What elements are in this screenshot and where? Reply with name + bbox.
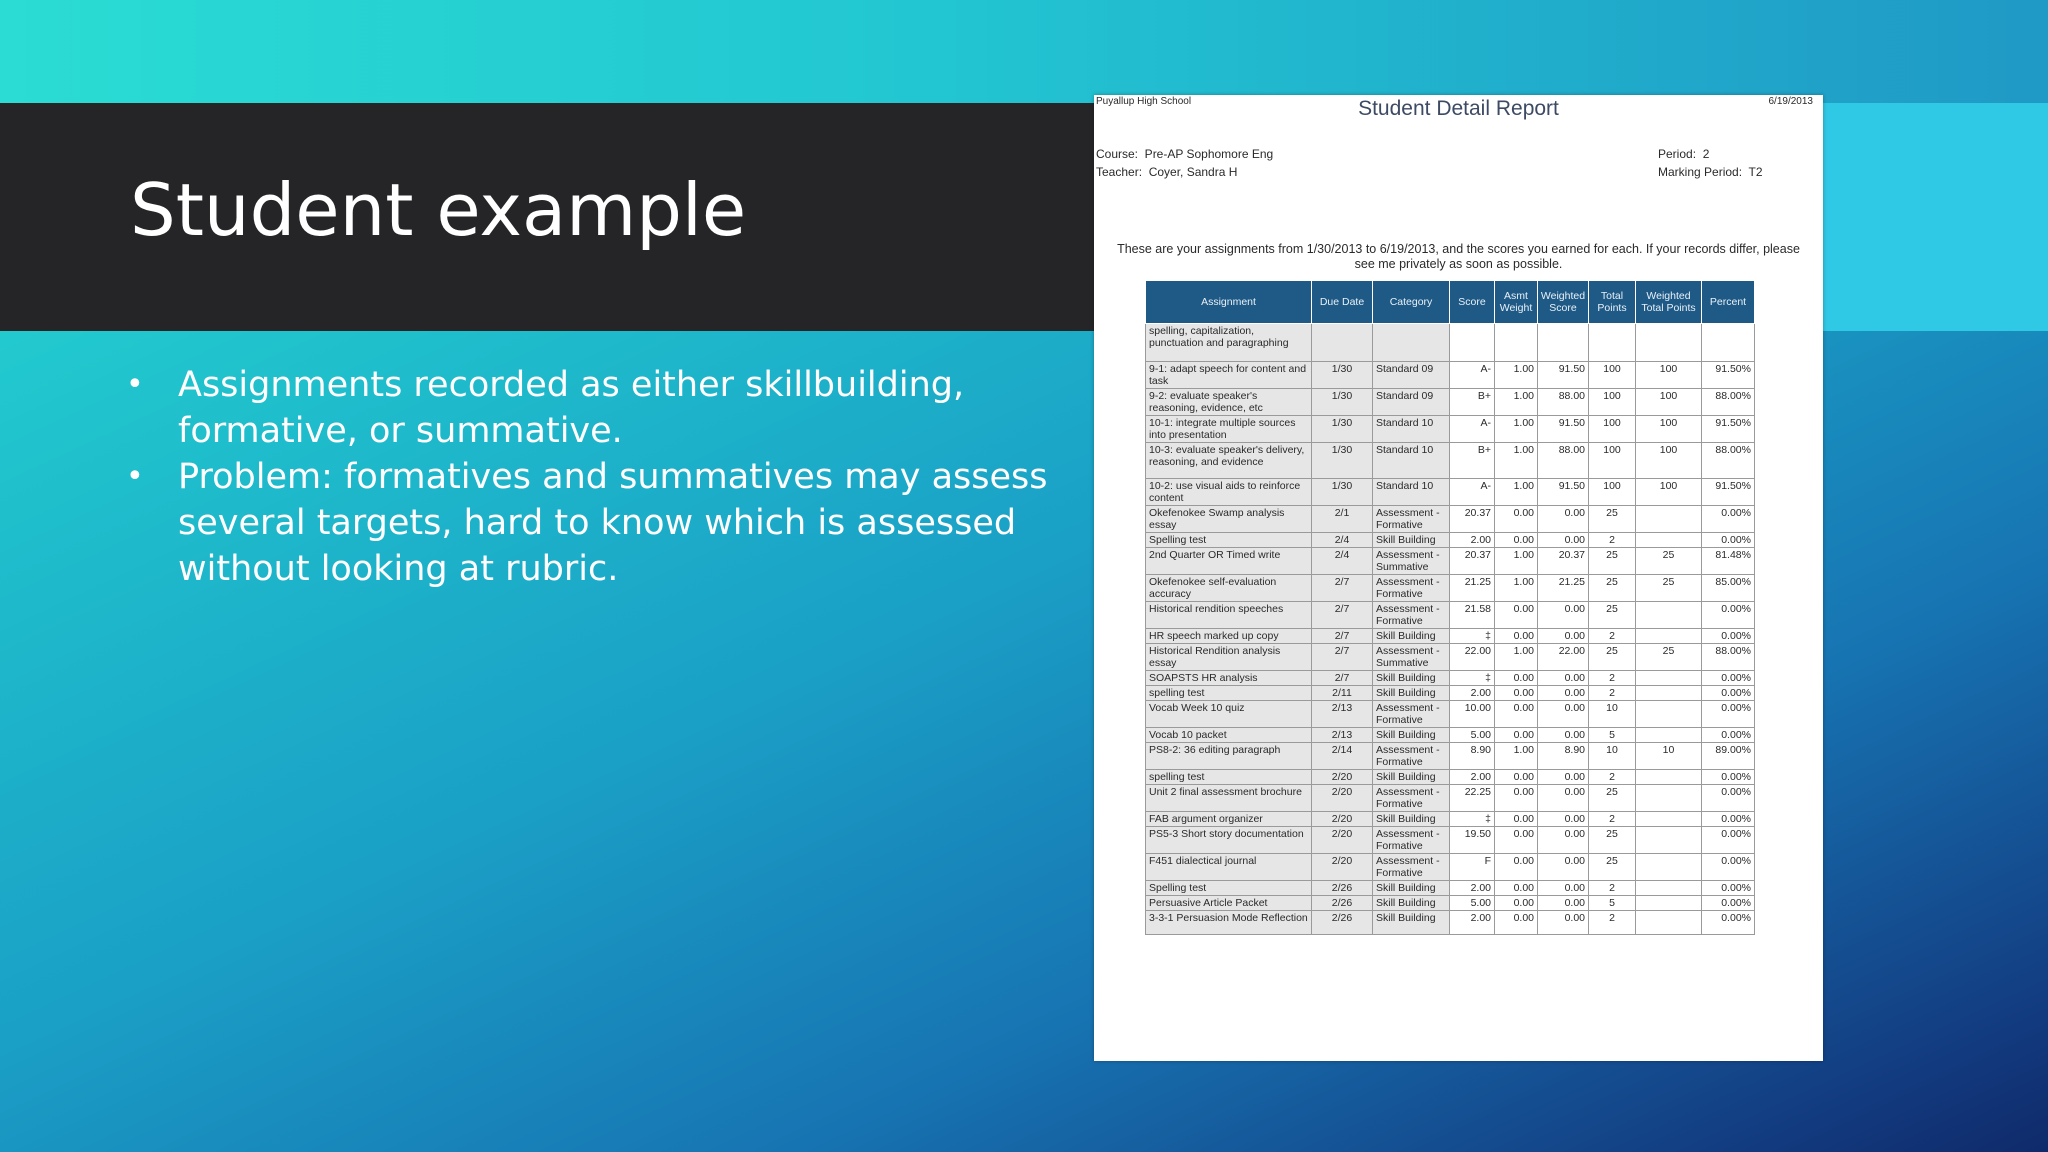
table-cell: 0.00% <box>1702 896 1755 911</box>
table-cell: 91.50 <box>1538 479 1589 506</box>
table-cell: 2 <box>1589 881 1636 896</box>
table-cell: 0.00 <box>1538 827 1589 854</box>
table-cell: 2 <box>1589 686 1636 701</box>
table-row <box>1146 728 1755 743</box>
table-cell: 0.00 <box>1495 602 1538 629</box>
table-cell: 100 <box>1589 443 1636 479</box>
table-cell: 0.00 <box>1495 506 1538 533</box>
table-row <box>1146 629 1755 644</box>
table-cell: 1.00 <box>1495 362 1538 389</box>
column-header: Score <box>1450 281 1495 324</box>
table-cell: 10 <box>1589 701 1636 728</box>
table-cell: 22.25 <box>1450 785 1495 812</box>
table-cell <box>1538 324 1589 362</box>
table-cell: 100 <box>1636 479 1702 506</box>
student-detail-report-image <box>1094 95 1823 1061</box>
table-cell <box>1636 911 1702 935</box>
table-row <box>1146 770 1755 785</box>
table-cell: 89.00% <box>1702 743 1755 770</box>
table-cell: 0.00 <box>1495 812 1538 827</box>
table-cell: A- <box>1450 362 1495 389</box>
table-row <box>1146 506 1755 533</box>
bullet-item <box>126 362 1056 454</box>
table-cell: A- <box>1450 416 1495 443</box>
table-cell: 0.00 <box>1538 686 1589 701</box>
table-cell: Assessment - Formative <box>1373 785 1450 812</box>
top-strip <box>0 0 2048 103</box>
table-row <box>1146 362 1755 389</box>
table-cell: 20.37 <box>1450 548 1495 575</box>
table-cell: 25 <box>1589 785 1636 812</box>
table-cell: 0.00% <box>1702 533 1755 548</box>
table-row <box>1146 701 1755 728</box>
assignments-table <box>1145 280 1755 935</box>
table-cell: 91.50 <box>1538 416 1589 443</box>
table-cell: 0.00 <box>1538 854 1589 881</box>
table-cell: 0.00% <box>1702 854 1755 881</box>
table-cell: FAB argument organizer <box>1146 812 1312 827</box>
table-cell: 25 <box>1636 644 1702 671</box>
table-row <box>1146 479 1755 506</box>
table-cell: 2.00 <box>1450 533 1495 548</box>
table-cell: 0.00 <box>1495 701 1538 728</box>
table-cell: ‡ <box>1450 671 1495 686</box>
table-cell: Skill Building <box>1373 671 1450 686</box>
table-row <box>1146 827 1755 854</box>
table-cell: Skill Building <box>1373 629 1450 644</box>
table-cell: 88.00 <box>1538 443 1589 479</box>
table-cell: 1.00 <box>1495 548 1538 575</box>
table-cell: 0.00 <box>1538 629 1589 644</box>
table-cell: 2/11 <box>1312 686 1373 701</box>
column-header: Percent <box>1702 281 1755 324</box>
table-row <box>1146 416 1755 443</box>
table-cell: 100 <box>1636 362 1702 389</box>
table-cell: 2/20 <box>1312 854 1373 881</box>
table-cell <box>1636 854 1702 881</box>
table-row <box>1146 443 1755 479</box>
table-cell: 5.00 <box>1450 728 1495 743</box>
column-header: Weighted Total Points <box>1636 281 1702 324</box>
table-cell <box>1312 324 1373 362</box>
table-cell: Skill Building <box>1373 728 1450 743</box>
bullet-dot-icon: • <box>126 459 144 494</box>
table-cell <box>1636 827 1702 854</box>
table-cell: Assessment - Formative <box>1373 506 1450 533</box>
table-cell: 0.00 <box>1495 854 1538 881</box>
table-cell: 0.00% <box>1702 911 1755 935</box>
table-cell: 25 <box>1589 575 1636 602</box>
table-cell: 1.00 <box>1495 479 1538 506</box>
table-cell: 10.00 <box>1450 701 1495 728</box>
table-cell: 20.37 <box>1538 548 1589 575</box>
table-cell: Assessment - Formative <box>1373 854 1450 881</box>
table-cell: Assessment - Summative <box>1373 644 1450 671</box>
table-cell: 10 <box>1589 743 1636 770</box>
table-cell: 2.00 <box>1450 770 1495 785</box>
table-cell: 0.00 <box>1538 602 1589 629</box>
table-cell: 5.00 <box>1450 896 1495 911</box>
table-cell: 100 <box>1636 389 1702 416</box>
table-row <box>1146 324 1755 362</box>
table-cell: 2/20 <box>1312 827 1373 854</box>
table-cell: 1.00 <box>1495 389 1538 416</box>
table-cell: 2/26 <box>1312 881 1373 896</box>
table-header-row <box>1146 281 1755 324</box>
table-cell: 100 <box>1589 389 1636 416</box>
table-cell: 2 <box>1589 812 1636 827</box>
table-row <box>1146 533 1755 548</box>
table-cell: 2/7 <box>1312 602 1373 629</box>
table-cell: 2/20 <box>1312 785 1373 812</box>
table-cell <box>1636 770 1702 785</box>
table-row <box>1146 854 1755 881</box>
table-cell: 88.00 <box>1538 389 1589 416</box>
table-row <box>1146 644 1755 671</box>
table-cell: 88.00% <box>1702 443 1755 479</box>
table-cell <box>1636 881 1702 896</box>
table-cell: B+ <box>1450 389 1495 416</box>
table-row <box>1146 575 1755 602</box>
table-cell <box>1636 896 1702 911</box>
table-cell: 22.00 <box>1538 644 1589 671</box>
table-cell: 0.00 <box>1538 785 1589 812</box>
table-cell: 91.50% <box>1702 416 1755 443</box>
table-row <box>1146 785 1755 812</box>
table-cell: 81.48% <box>1702 548 1755 575</box>
table-cell: spelling test <box>1146 770 1312 785</box>
table-cell: 88.00% <box>1702 389 1755 416</box>
table-cell: 8.90 <box>1450 743 1495 770</box>
table-cell: 10-1: integrate multiple sources into presentation <box>1146 416 1312 443</box>
report-marking-period: Marking Period: T2 <box>1658 165 1763 179</box>
table-cell: 2/7 <box>1312 629 1373 644</box>
table-cell: PS5-3 Short story documentation <box>1146 827 1312 854</box>
table-cell: 2/1 <box>1312 506 1373 533</box>
table-cell: 0.00% <box>1702 686 1755 701</box>
table-cell: Vocab 10 packet <box>1146 728 1312 743</box>
table-cell: 1.00 <box>1495 416 1538 443</box>
table-cell: 0.00% <box>1702 728 1755 743</box>
table-cell: 5 <box>1589 896 1636 911</box>
table-cell: spelling test <box>1146 686 1312 701</box>
table-cell: 9-1: adapt speech for content and task <box>1146 362 1312 389</box>
table-cell <box>1636 701 1702 728</box>
table-cell: 1.00 <box>1495 575 1538 602</box>
table-row <box>1146 602 1755 629</box>
table-cell: 0.00 <box>1538 728 1589 743</box>
table-cell <box>1636 324 1702 362</box>
table-cell: 2/26 <box>1312 896 1373 911</box>
table-cell <box>1636 728 1702 743</box>
table-cell: 8.90 <box>1538 743 1589 770</box>
table-cell: 0.00 <box>1538 671 1589 686</box>
table-cell: ‡ <box>1450 812 1495 827</box>
table-cell: 22.00 <box>1450 644 1495 671</box>
table-cell: 2 <box>1589 911 1636 935</box>
table-cell: 0.00% <box>1702 671 1755 686</box>
table-cell: Unit 2 final assessment brochure <box>1146 785 1312 812</box>
column-header: Total Points <box>1589 281 1636 324</box>
table-cell: 0.00 <box>1538 770 1589 785</box>
table-cell: 2 <box>1589 629 1636 644</box>
table-cell: 10-2: use visual aids to reinforce content <box>1146 479 1312 506</box>
table-cell: Okefenokee Swamp analysis essay <box>1146 506 1312 533</box>
table-cell: 1/30 <box>1312 443 1373 479</box>
table-cell: 21.58 <box>1450 602 1495 629</box>
table-cell: A- <box>1450 479 1495 506</box>
table-cell: 3-3-1 Persuasion Mode Reflection <box>1146 911 1312 935</box>
table-cell <box>1495 324 1538 362</box>
table-cell: 1/30 <box>1312 479 1373 506</box>
table-cell: Skill Building <box>1373 896 1450 911</box>
table-cell: 100 <box>1636 443 1702 479</box>
table-cell <box>1589 324 1636 362</box>
table-cell: F451 dialectical journal <box>1146 854 1312 881</box>
column-header: Weighted Score <box>1538 281 1589 324</box>
table-cell: 25 <box>1589 602 1636 629</box>
table-cell: Spelling test <box>1146 881 1312 896</box>
table-cell: 0.00 <box>1495 770 1538 785</box>
table-cell: 2 <box>1589 533 1636 548</box>
table-cell <box>1636 629 1702 644</box>
table-cell: 2/4 <box>1312 548 1373 575</box>
table-cell: Skill Building <box>1373 881 1450 896</box>
table-cell: Skill Building <box>1373 533 1450 548</box>
table-cell: Assessment - Summative <box>1373 548 1450 575</box>
table-cell: Skill Building <box>1373 686 1450 701</box>
table-cell: Historical rendition speeches <box>1146 602 1312 629</box>
table-cell: 21.25 <box>1538 575 1589 602</box>
table-cell: 0.00 <box>1538 533 1589 548</box>
table-cell <box>1636 785 1702 812</box>
table-cell: 10-3: evaluate speaker's delivery, reasoning, and evidence <box>1146 443 1312 479</box>
table-cell <box>1702 324 1755 362</box>
bullet-text: Assignments recorded as either skillbuilding, formative, or summative. <box>178 365 965 451</box>
table-cell: 0.00 <box>1495 629 1538 644</box>
table-cell: Okefenokee self-evaluation accuracy <box>1146 575 1312 602</box>
table-cell: 1.00 <box>1495 743 1538 770</box>
table-cell: 0.00% <box>1702 881 1755 896</box>
table-cell: 1.00 <box>1495 644 1538 671</box>
report-intro: These are your assignments from 1/30/2013 to 6/19/2013, and the scores you earned for each. If your records differ, please see me privately as soon as possible. <box>1117 242 1800 271</box>
table-cell: 2/7 <box>1312 671 1373 686</box>
table-cell: Standard 10 <box>1373 479 1450 506</box>
table-cell: 25 <box>1589 506 1636 533</box>
table-cell: Historical Rendition analysis essay <box>1146 644 1312 671</box>
table-cell: Assessment - Formative <box>1373 575 1450 602</box>
table-cell: Standard 09 <box>1373 389 1450 416</box>
table-cell: 25 <box>1636 548 1702 575</box>
table-cell: SOAPSTS HR analysis <box>1146 671 1312 686</box>
table-cell: 2/13 <box>1312 728 1373 743</box>
accent-band <box>1820 103 2048 331</box>
table-cell: Assessment - Formative <box>1373 743 1450 770</box>
table-cell: 0.00% <box>1702 629 1755 644</box>
table-cell <box>1636 602 1702 629</box>
column-header: Category <box>1373 281 1450 324</box>
table-cell: 19.50 <box>1450 827 1495 854</box>
bullet-item <box>126 454 1056 592</box>
table-cell: 85.00% <box>1702 575 1755 602</box>
table-cell: 2/7 <box>1312 575 1373 602</box>
table-cell: Persuasive Article Packet <box>1146 896 1312 911</box>
table-cell: 0.00% <box>1702 827 1755 854</box>
table-cell: spelling, capitalization, punctuation and paragraphing <box>1146 324 1312 362</box>
table-cell <box>1636 812 1702 827</box>
report-school: Puyallup High School <box>1096 96 1192 107</box>
table-cell: B+ <box>1450 443 1495 479</box>
table-cell: 0.00% <box>1702 602 1755 629</box>
table-cell: 21.25 <box>1450 575 1495 602</box>
table-row <box>1146 548 1755 575</box>
table-cell: 1/30 <box>1312 416 1373 443</box>
table-cell: 2/20 <box>1312 770 1373 785</box>
table-cell <box>1373 324 1450 362</box>
report-period: Period: 2 <box>1658 147 1710 161</box>
table-cell: Spelling test <box>1146 533 1312 548</box>
table-cell: 2/13 <box>1312 701 1373 728</box>
table-cell: 0.00 <box>1495 896 1538 911</box>
table-row <box>1146 389 1755 416</box>
table-cell: 100 <box>1589 416 1636 443</box>
table-cell: 25 <box>1589 854 1636 881</box>
table-cell: 91.50% <box>1702 362 1755 389</box>
table-cell: 2nd Quarter OR Timed write <box>1146 548 1312 575</box>
column-header: Due Date <box>1312 281 1373 324</box>
table-cell: 0.00 <box>1495 881 1538 896</box>
table-cell: F <box>1450 854 1495 881</box>
table-cell <box>1636 533 1702 548</box>
table-cell: 0.00% <box>1702 770 1755 785</box>
table-cell: Standard 10 <box>1373 416 1450 443</box>
table-cell: 0.00 <box>1495 911 1538 935</box>
table-cell: 0.00 <box>1495 827 1538 854</box>
table-cell: 25 <box>1589 644 1636 671</box>
table-row <box>1146 743 1755 770</box>
table-cell: 0.00 <box>1495 533 1538 548</box>
table-cell: HR speech marked up copy <box>1146 629 1312 644</box>
table-cell: 1.00 <box>1495 443 1538 479</box>
table-cell: Assessment - Formative <box>1373 602 1450 629</box>
table-cell: 2/4 <box>1312 533 1373 548</box>
table-cell <box>1636 686 1702 701</box>
table-cell <box>1636 671 1702 686</box>
table-cell: 0.00 <box>1538 881 1589 896</box>
table-cell: 2/20 <box>1312 812 1373 827</box>
table-cell: 100 <box>1589 362 1636 389</box>
table-cell: Skill Building <box>1373 770 1450 785</box>
slide-title: Student example <box>130 168 747 252</box>
table-row <box>1146 686 1755 701</box>
table-cell: Standard 09 <box>1373 362 1450 389</box>
table-cell: 25 <box>1589 827 1636 854</box>
bullet-dot-icon: • <box>126 367 144 402</box>
table-cell: 2.00 <box>1450 911 1495 935</box>
table-cell <box>1450 324 1495 362</box>
table-cell: Standard 10 <box>1373 443 1450 479</box>
report-title: Student Detail Report <box>1358 97 1559 120</box>
bullet-list <box>126 362 1056 592</box>
report-date: 6/19/2013 <box>1768 96 1813 107</box>
report-teacher: Teacher: Coyer, Sandra H <box>1096 165 1238 179</box>
table-cell <box>1636 506 1702 533</box>
table-cell: 2 <box>1589 671 1636 686</box>
table-cell: 2/7 <box>1312 644 1373 671</box>
table-cell: 10 <box>1636 743 1702 770</box>
table-cell: 2.00 <box>1450 686 1495 701</box>
table-cell: 0.00% <box>1702 506 1755 533</box>
table-row <box>1146 812 1755 827</box>
table-row <box>1146 671 1755 686</box>
table-cell: 91.50 <box>1538 362 1589 389</box>
bullet-text: Problem: formatives and summatives may assess several targets, hard to know which is assessed without looking at rubric. <box>178 457 1048 589</box>
table-cell: Vocab Week 10 quiz <box>1146 701 1312 728</box>
table-cell: 0.00 <box>1538 812 1589 827</box>
table-cell: 0.00 <box>1538 911 1589 935</box>
table-cell: 20.37 <box>1450 506 1495 533</box>
table-cell: 0.00 <box>1538 896 1589 911</box>
table-cell: 0.00 <box>1538 506 1589 533</box>
table-cell: 1/30 <box>1312 362 1373 389</box>
table-cell: 100 <box>1589 479 1636 506</box>
table-row <box>1146 881 1755 896</box>
table-cell: Assessment - Formative <box>1373 827 1450 854</box>
table-cell: 5 <box>1589 728 1636 743</box>
table-cell: 2 <box>1589 770 1636 785</box>
table-cell: 0.00% <box>1702 812 1755 827</box>
table-cell: 25 <box>1636 575 1702 602</box>
table-cell: 91.50% <box>1702 479 1755 506</box>
table-cell: 0.00 <box>1495 785 1538 812</box>
table-cell: Skill Building <box>1373 812 1450 827</box>
table-cell: 2.00 <box>1450 881 1495 896</box>
table-cell: 9-2: evaluate speaker's reasoning, evidence, etc <box>1146 389 1312 416</box>
table-cell: Skill Building <box>1373 911 1450 935</box>
table-cell: 0.00 <box>1538 701 1589 728</box>
table-cell: 0.00 <box>1495 671 1538 686</box>
table-cell: PS8-2: 36 editing paragraph <box>1146 743 1312 770</box>
table-cell: 2/14 <box>1312 743 1373 770</box>
table-cell: 2/26 <box>1312 911 1373 935</box>
table-cell: 0.00% <box>1702 785 1755 812</box>
table-cell: 1/30 <box>1312 389 1373 416</box>
table-cell: ‡ <box>1450 629 1495 644</box>
table-cell: 100 <box>1636 416 1702 443</box>
table-cell: 25 <box>1589 548 1636 575</box>
column-header: Assignment <box>1146 281 1312 324</box>
table-cell: 0.00 <box>1495 728 1538 743</box>
column-header: Asmt Weight <box>1495 281 1538 324</box>
table-cell: Assessment - Formative <box>1373 701 1450 728</box>
table-cell: 0.00% <box>1702 701 1755 728</box>
table-cell: 0.00 <box>1495 686 1538 701</box>
table-row <box>1146 896 1755 911</box>
table-row <box>1146 911 1755 935</box>
table-cell: 88.00% <box>1702 644 1755 671</box>
report-course: Course: Pre-AP Sophomore Eng <box>1096 147 1274 161</box>
